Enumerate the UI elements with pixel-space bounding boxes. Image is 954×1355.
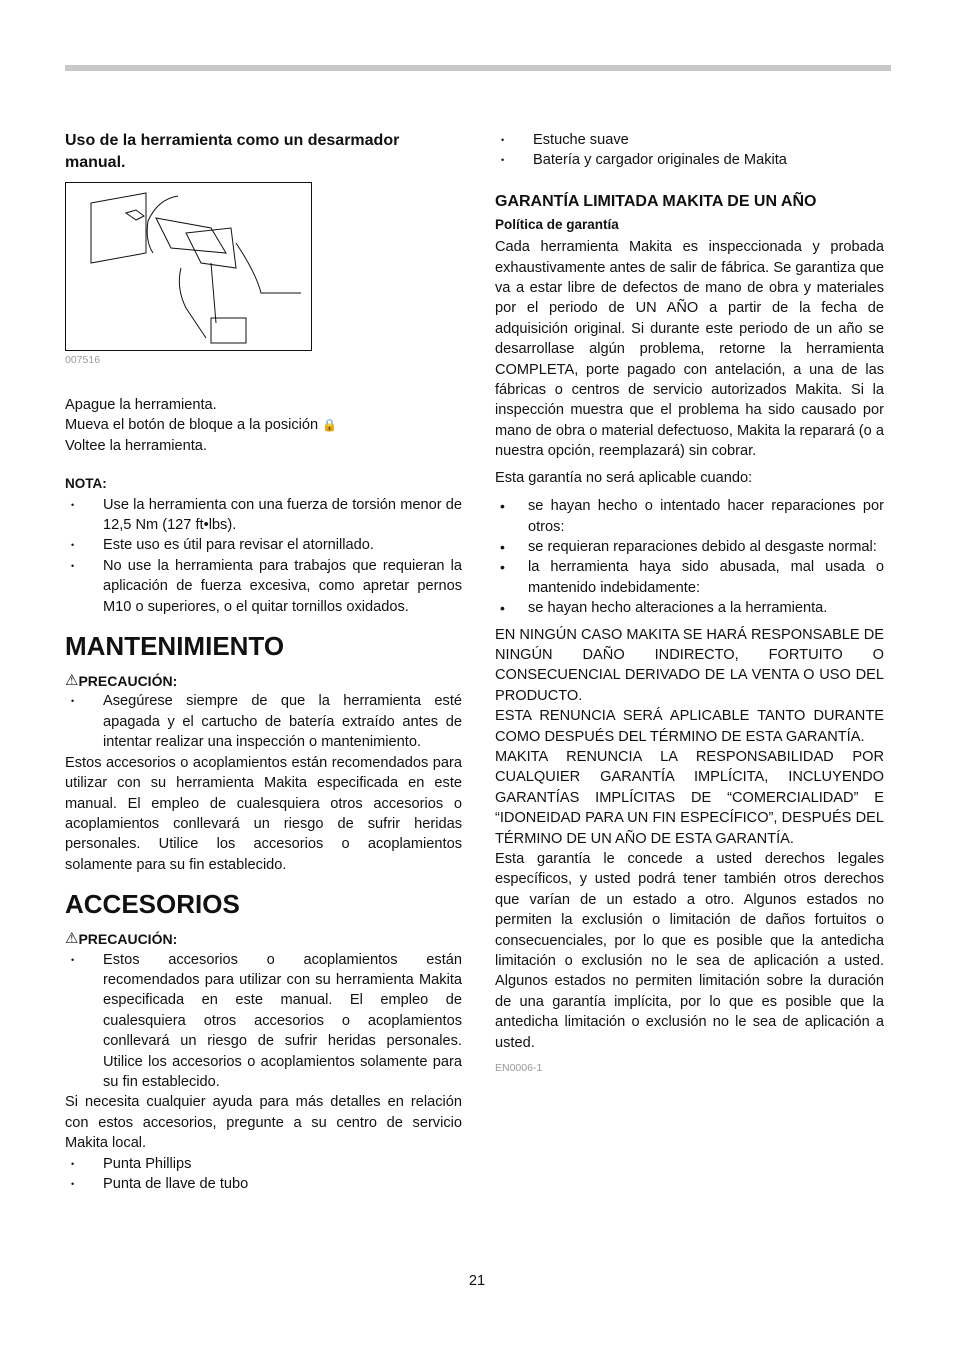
disclaimer-1: EN NINGÚN CASO MAKITA SE HARÁ RESPONSABLE DE NINGÚN DAÑO INDIRECTO, FORTUITO O CONSECUENCIAL DERIVADO DE LA VENTA O USO DEL PRODUCTO.	[495, 626, 884, 704]
list-item: • la herramienta haya sido abusada, mal usada o mantenido indebidamente:	[495, 557, 884, 598]
accessories-title: ACCESORIOS	[65, 889, 240, 920]
caution-label: PRECAUCIÓN:	[78, 673, 178, 690]
list-item: • No use la herramienta para trabajos que requieran la aplicación de fuerza excesiva, como apretar pernos M10 o superiores, o el quitar tornillos oxidados.	[65, 556, 462, 617]
maintenance-title: MANTENIMIENTO	[65, 631, 285, 662]
warranty-paragraph: Cada herramienta Makita es inspeccionada y probada exhaustivamente antes de salir de fábrica. Se garantiza que va a estar libre de defectos de mano de obra y materiales por el periodo de UN AÑO a partir de la fecha de adquisición original. Si durante este periodo de un año se desarrollase algún problema, retorne la herramienta COMPLETA, porte pagado con antelación, a una de las fábricas o centros de servicio autorizados Makita. Si la inspección muestra que el problema ha sido causado por mano de obra o material defectuoso, Makita la reparará (o a nuestra opción, reemplazará) sin cobrar.	[495, 239, 884, 460]
warning-icon: ⚠	[65, 672, 79, 690]
list-item: • Este uso es útil para revisar el atornillado.	[65, 535, 462, 555]
step-1: Apague la herramienta.	[65, 397, 217, 413]
section-heading: Uso de la herramienta como un desarmador manual.	[65, 132, 400, 171]
list-item: • Estos accesorios o acoplamientos están recomendados para utilizar con su herramienta Makita especificada en este manual. El empleo de cualesquiera otros accesorios o acoplamientos conllevará un riesgo de sufrir heridas personales. Utilice los accesorios o acoplamientos solamente para su fin establecido.	[65, 950, 462, 1093]
legal-rights-paragraph: Esta garantía le concede a usted derechos legales específicos, y usted podrá tener también otros derechos que varían de un estado a otro. Algunos estados no permiten la exclusión o limitación de daños fortuitos o consecuenciales, por lo que es posible que la antedicha limitación o exclusión no le sea de aplicación a usted. Algunos estados no permiten limitación sobre la duración de una garantía implícita, por lo que es posible que la antedicha limitación o exclusión no le sea de aplicación a usted.	[495, 851, 884, 1051]
page-number: 21	[468, 1273, 486, 1289]
maintenance-paragraph: Estos accesorios o acoplamientos están recomendados para utilizar con su herramienta Makita especificada en este manual. El empleo de cualesquiera otros accesorios o acoplamientos conllevará un riesgo de sufrir heridas personales. Utilice los accesorios o acoplamientos solamente para su fin establecido.	[65, 754, 462, 873]
right-column	[495, 130, 884, 1075]
disclaimer-2: ESTA RENUNCIA SERÁ APLICABLE TANTO DURANTE COMO DESPUÉS DEL TÉRMINO DE ESTA GARANTÍA.	[495, 708, 884, 745]
step-3: Voltee la herramienta.	[65, 437, 207, 454]
exclusions-intro: Esta garantía no será aplicable cuando:	[495, 469, 753, 486]
list-item: • Punta Phillips	[65, 1154, 462, 1174]
list-item: • Asegúrese siempre de que la herramienta esté apagada y el cartucho de batería extraído antes de intentar realizar una inspección o mantenimiento.	[65, 691, 462, 752]
warranty-title: GARANTÍA LIMITADA MAKITA DE UN AÑO	[495, 192, 817, 210]
step-2: Mueva el botón de bloque a la posición	[65, 417, 319, 434]
list-item: • Use la herramienta con una fuerza de torsión menor de 12,5 Nm (127 ft•lbs).	[65, 495, 462, 536]
list-item: • Batería y cargador originales de Makita	[495, 150, 884, 170]
caution-label: PRECAUCIÓN:	[78, 931, 178, 948]
list-item: • Estuche suave	[495, 130, 884, 150]
figure-code: 007516	[65, 354, 101, 366]
nota-list	[65, 495, 462, 617]
policy-title: Política de garantía	[495, 216, 619, 232]
screwdriver-illustration	[65, 182, 312, 351]
list-item: • Punta de llave de tubo	[65, 1174, 462, 1194]
list-item: • se requieran reparaciones debido al desgaste normal:	[495, 537, 884, 557]
header-rule	[65, 65, 891, 71]
accessories-paragraph: Si necesita cualquier ayuda para más detalles en relación con estos accesorios, pregunte a su centro de servicio Makita local.	[65, 1094, 462, 1152]
list-item: • se hayan hecho o intentado hacer reparaciones por otros:	[495, 496, 884, 537]
list-item: • se hayan hecho alteraciones a la herramienta.	[495, 598, 884, 618]
section-code: EN0006-1	[495, 1062, 543, 1075]
disclaimer-3: MAKITA RENUNCIA LA RESPONSABILIDAD POR CUALQUIER GARANTÍA IMPLÍCITA, INCLUYENDO GARANTÍAS IMPLÍCITAS DE “COMERCIALIDAD” E “IDONEIDAD PARA UN FIN ESPECÍFICO”, DESPUÉS DEL TÉRMINO DE UN AÑO DE ESTA GARANTÍA.	[495, 748, 884, 847]
left-column	[65, 130, 462, 1194]
nota-label: NOTA:	[65, 476, 107, 492]
lock-icon: 🔒	[322, 418, 338, 433]
warning-icon: ⚠	[65, 930, 79, 948]
